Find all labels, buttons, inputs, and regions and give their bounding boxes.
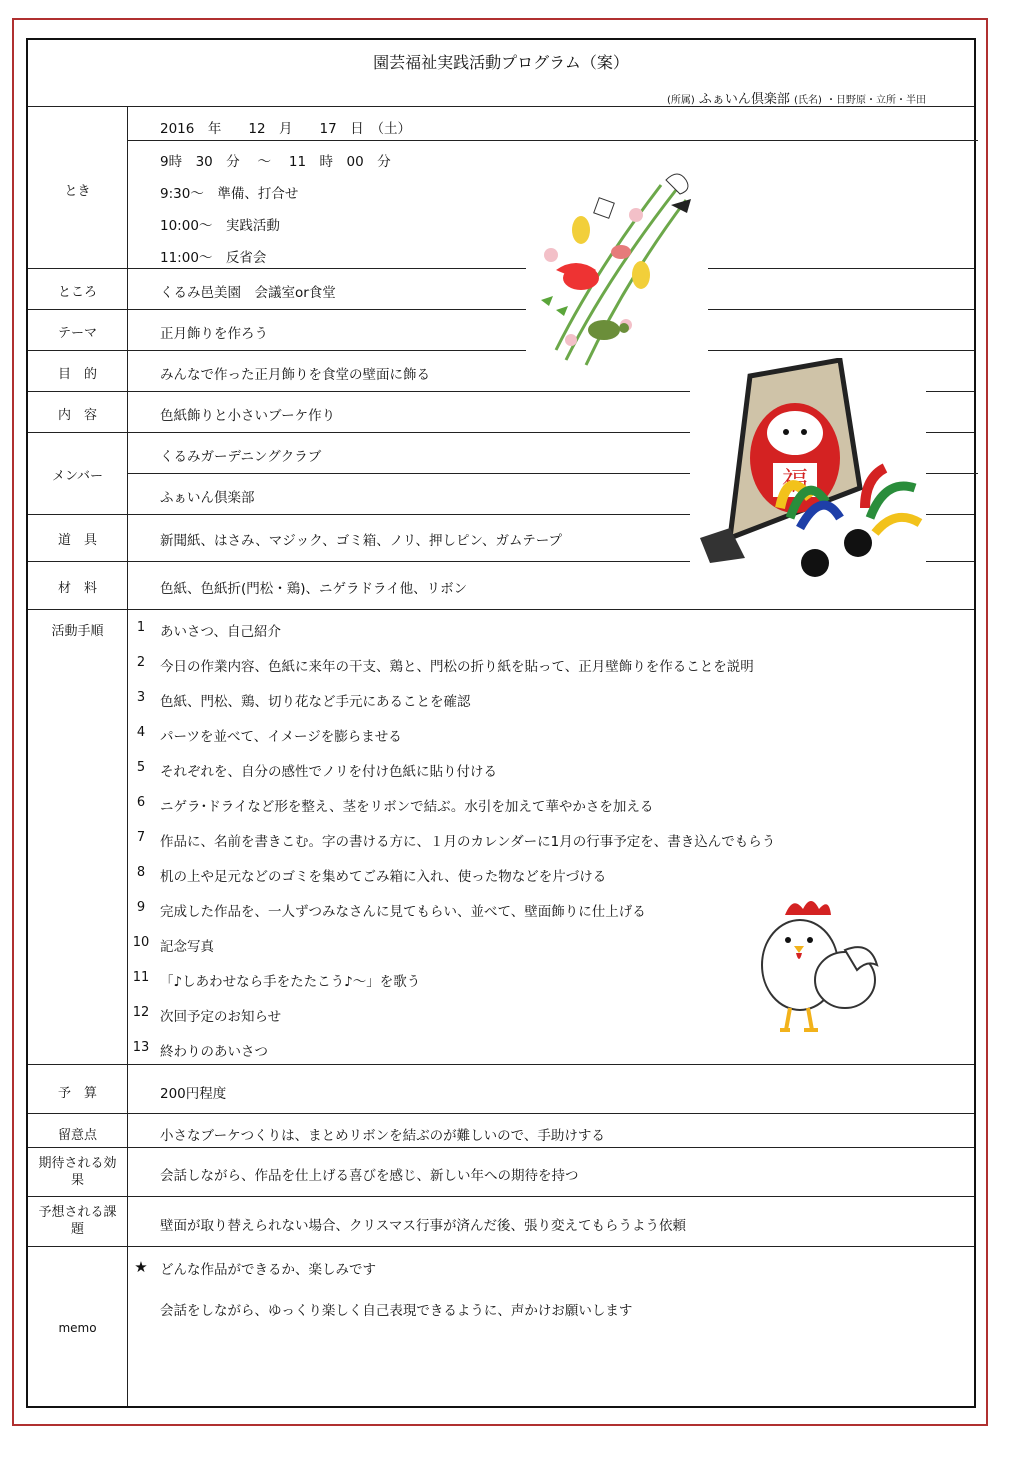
kouka-label-line: 果 [70,1173,84,1188]
step-number: 12 [132,1005,150,1020]
row-divider [28,1246,974,1247]
page-title: 園芸福祉実践活動プログラム（案） [373,53,629,72]
row-divider [28,1147,974,1148]
step-text: 次回予定のお知らせ [160,1009,282,1025]
step-text: それぞれを、自分の感性でノリを付け色紙に貼り付ける [160,764,497,780]
kouka-value: 会話しながら、作品を仕上げる喜びを感じ、新しい年への期待を持つ [160,1168,579,1184]
fuku-character-artwork: 福 [781,467,809,497]
kadai-value: 壁面が取り替えられない場合、クリスマス行事が済んだ後、張り変えてもらうよう依頼 [160,1218,686,1234]
step-text: 「♪しあわせなら手をたたこう♪～」を歌う [160,974,421,990]
dogu-label: 道 具 [57,533,97,548]
step-number: 8 [136,865,146,880]
step-number: 1 [136,620,146,635]
zairyo-value: 色紙、色紙折(門松・鶏)、ニゲラドライ他、リボン [160,581,468,597]
step-text: 今日の作業内容、色紙に来年の干支、鶏と、門松の折り紙を貼って、正月壁飾りを作ることを説明 [160,659,754,675]
schedule-item: 9:30～ 準備、打合せ [160,186,299,202]
kadai-label-line: 題 [70,1222,84,1237]
column-divider [127,106,128,1406]
toki-label: とき [64,184,91,199]
rooster-illustration [750,890,886,1040]
ryuiten-label: 留意点 [57,1128,97,1143]
mokuteki-label: 目 的 [57,367,97,382]
step-number: 6 [136,795,146,810]
step-text: 作品に、名前を書きこむ。字の書ける方に、１月のカレンダーに1月の行事予定を、書き込んでもらう [160,834,776,850]
steps-label: 活動手順 [51,624,104,639]
tokoro-label: ところ [57,285,97,300]
step-text: ニゲラ･ドライなど形を整え、茎をリボンで結ぶ。水引を加えて華やかさを加える [160,799,654,815]
row-divider [28,1196,974,1197]
row-divider [28,268,974,269]
member-item: くるみガーデニングクラブ [160,449,322,465]
step-number: 5 [136,760,146,775]
mokuteki-value: みんなで作った正月飾りを食堂の壁面に飾る [160,367,430,383]
names-value: ・日野原・立所・半田 [826,95,926,106]
step-text: 終わりのあいさつ [160,1044,268,1060]
zairyo-label: 材 料 [57,581,97,596]
affiliation-value: ふぁいん倶楽部 [698,92,790,107]
step-number: 13 [132,1040,150,1055]
step-number: 10 [132,935,150,950]
yosan-value: 200円程度 [160,1086,227,1102]
star-icon: ★ [134,1258,148,1276]
row-divider [28,1064,974,1065]
theme-value: 正月飾りを作ろう [160,326,268,342]
name-label: (氏名) [794,95,822,106]
step-text: 完成した作品を、一人ずつみなさんに見てもらい、並べて、壁面飾りに仕上げる [160,904,646,920]
kouka-label [28,1155,127,1189]
naiyo-label: 内 容 [57,408,97,423]
kadai-label [28,1204,127,1238]
schedule-item: 11:00～ 反省会 [160,250,267,266]
members-label: メンバー [51,469,104,484]
naiyo-value: 色紙飾りと小さいブーケ作り [160,408,336,424]
step-number: 9 [136,900,146,915]
affiliation-line [667,88,926,107]
kadai-label-line: 予想される課 [38,1205,117,1220]
row-divider [28,1113,974,1114]
step-text: パーツを並べて、イメージを膨らませる [160,729,402,745]
new-year-ornament-illustration [526,160,708,375]
row-divider [127,140,978,141]
toki-date: 2016 年 12 月 17 日 （土） [160,121,411,137]
step-number: 4 [136,725,146,740]
yosan-label: 予 算 [57,1086,97,1101]
theme-label: テーマ [57,326,97,341]
row-divider [28,309,974,310]
toki-time: 9時 30 分 ～ 11 時 00 分 [160,154,391,170]
memo-label: memo [58,1321,97,1335]
member-item: ふぁいん倶楽部 [160,490,255,506]
row-divider [28,609,974,610]
step-text: あいさつ、自己紹介 [160,624,281,640]
step-number: 2 [136,655,146,670]
memo-line: 会話をしながら、ゆっくり楽しく自己表現できるように、声かけお願いします [160,1303,633,1319]
kouka-label-line: 期待される効 [38,1156,117,1171]
step-text: 色紙、門松、鶏、切り花など手元にあることを確認 [160,694,471,710]
step-number: 3 [136,690,146,705]
step-number: 11 [132,970,150,985]
step-number: 7 [136,830,146,845]
schedule-item: 10:00～ 実践活動 [160,218,280,234]
tokoro-value: くるみ邑美園 会議室or食堂 [160,285,336,301]
step-text: 記念写真 [160,939,214,955]
row-divider [28,106,974,107]
memo-line: どんな作品ができるか、楽しみです [160,1262,376,1278]
ryuiten-value: 小さなブーケつくりは、まとめリボンを結ぶのが難しいので、手助けする [160,1128,605,1144]
program-sheet [26,38,976,1408]
step-text: 机の上や足元などのゴミを集めてごみ箱に入れ、使った物などを片づける [160,869,607,885]
affiliation-label: (所属) [666,95,695,106]
row-divider [28,350,974,351]
dogu-value: 新聞紙、はさみ、マジック、ゴミ箱、ノリ、押しピン、ガムテープ [160,533,563,549]
hagoita-daruma-illustration [690,358,926,590]
